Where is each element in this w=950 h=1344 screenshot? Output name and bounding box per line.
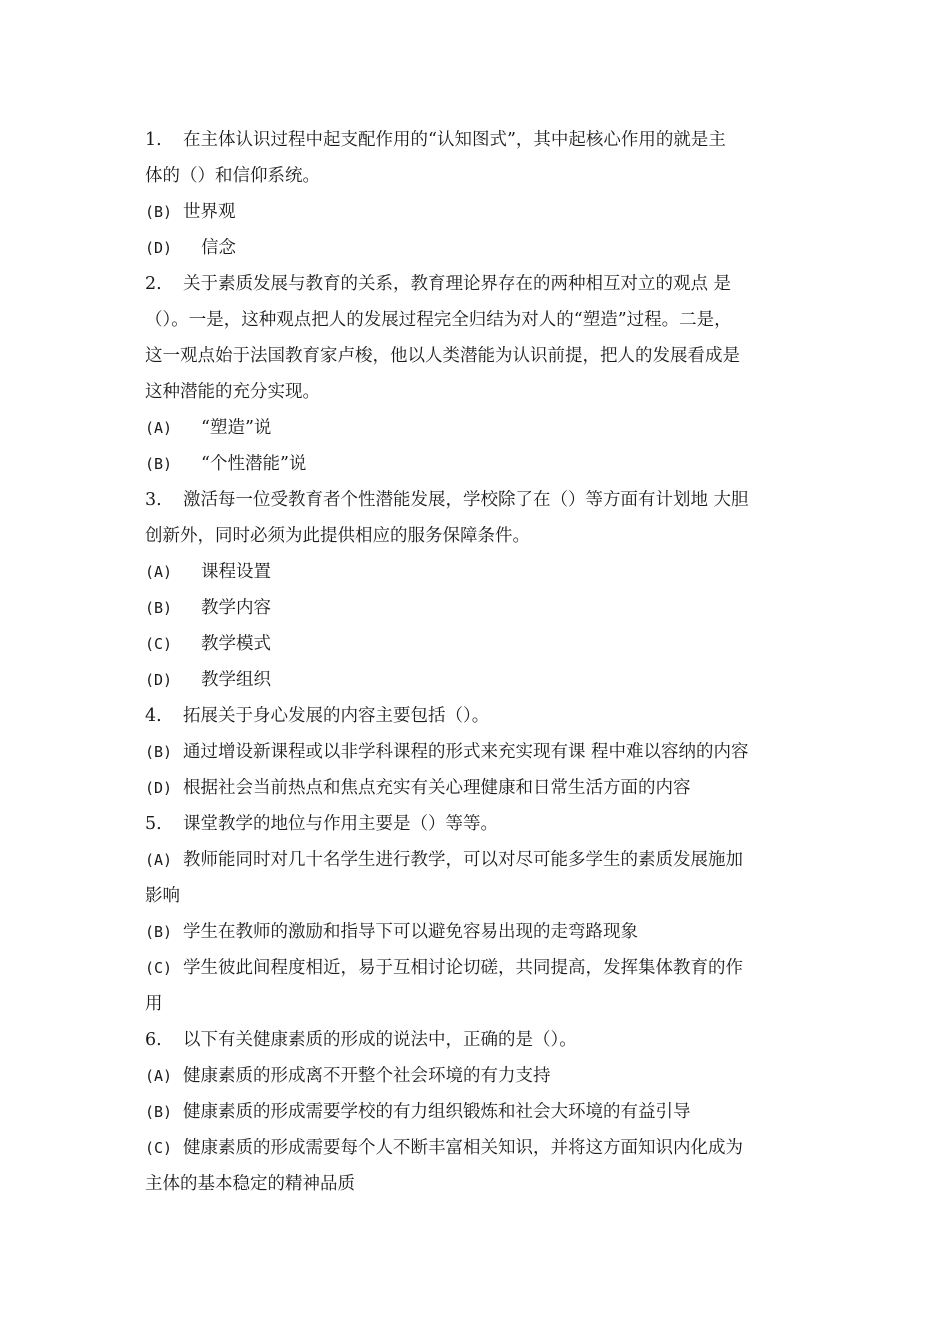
option-key: (B) [145,599,173,617]
question-number: 4. [145,706,162,726]
option-key: (B) [145,923,173,941]
option-line [145,662,815,698]
option-key: (C) [145,1139,173,1157]
option-text: 教师能同时对几十名学生进行教学，可以对尽可能多学生的素质发展施加 [183,850,743,870]
option-text: 健康素质的形成离不开整个社会环境的有力支持 [183,1066,551,1086]
option-text: 课程设置 [201,562,271,582]
option-key: (D) [145,239,173,257]
option-key: (B) [145,203,173,221]
option-key: (C) [145,635,173,653]
question-stem: 激活每一位受教育者个性潜能发展，学校除了在（）等方面有计划地 大胆 [183,490,749,510]
option-text: “塑造”说 [201,418,272,438]
option-line [145,554,815,590]
option-key: (C) [145,959,173,977]
option-line [145,1130,815,1166]
option-line [145,194,815,230]
question-stem: 以下有关健康素质的形成的说法中，正确的是（）。 [183,1030,577,1050]
option-line [145,1058,815,1094]
option-line [145,410,815,446]
question-4-line-1 [145,698,815,734]
option-text: 世界观 [183,202,236,222]
option-text: 根据社会当前热点和焦点充实有关心理健康和日常生活方面的内容 [183,778,691,798]
question-5-line-1 [145,806,815,842]
question-3-line-1 [145,482,815,518]
option-continuation: 主体的基本稳定的精神品质 [145,1174,355,1194]
option-key: (B) [145,1103,173,1121]
option-text: 信念 [201,238,236,258]
question-6-line-1 [145,1022,815,1058]
option-key: (A) [145,1067,173,1085]
question-number: 5. [145,814,162,834]
option-line [145,914,815,950]
question-number: 6. [145,1030,162,1050]
option-key: (A) [145,419,173,437]
option-line [145,842,815,878]
option-line [145,770,815,806]
option-line [145,590,815,626]
question-stem: 在主体认识过程中起支配作用的“认知图式”，其中起核心作用的就是主 [183,130,726,150]
document-page [145,122,815,1202]
option-line [145,734,815,770]
question-stem: 拓展关于身心发展的内容主要包括（）。 [183,706,490,726]
option-key: (B) [145,455,173,473]
option-key: (A) [145,851,173,869]
option-line [145,230,815,266]
option-text: 通过增设新课程或以非学科课程的形式来充实现有课 程中难以容纳的内容 [183,742,749,762]
question-stem: 关于素质发展与教育的关系，教育理论界存在的两种相互对立的观点 是 [183,274,732,294]
option-key: (B) [145,743,173,761]
option-key: (D) [145,779,173,797]
question-2-line-4: 这种潜能的充分实现。 [145,382,320,402]
option-line [145,446,815,482]
option-text: 健康素质的形成需要每个人不断丰富相关知识，并将这方面知识内化成为 [183,1138,743,1158]
question-number: 2. [145,274,162,294]
option-line [145,950,815,986]
option-key: (A) [145,563,173,581]
option-line [145,1094,815,1130]
option-text: 学生在教师的激励和指导下可以避免容易出现的走弯路现象 [183,922,638,942]
question-stem: 课堂教学的地位与作用主要是（）等等。 [183,814,498,834]
question-3-line-2: 创新外，同时必须为此提供相应的服务保障条件。 [145,526,530,546]
option-text: “个性潜能”说 [201,454,307,474]
option-text: 教学内容 [201,598,271,618]
question-2-line-1 [145,266,815,302]
option-continuation: 用 [145,994,163,1014]
option-text: 教学组织 [201,670,271,690]
option-text: 学生彼此间程度相近，易于互相讨论切磋，共同提高，发挥集体教育的作 [183,958,743,978]
option-key: (D) [145,671,173,689]
question-2-line-2: （）。一是，这种观点把人的发展过程完全归结为对人的“塑造”过程。二是， [145,310,732,330]
question-2-line-3: 这一观点始于法国教育家卢梭，他以人类潜能为认识前提，把人的发展看成是 [145,346,740,366]
option-text: 健康素质的形成需要学校的有力组织锻炼和社会大环境的有益引导 [183,1102,691,1122]
question-number: 1. [145,130,162,150]
question-number: 3. [145,490,162,510]
question-1-line-2: 体的（）和信仰系统。 [145,166,320,186]
option-continuation: 影响 [145,886,180,906]
option-line [145,626,815,662]
option-text: 教学模式 [201,634,271,654]
question-1-line-1 [145,122,815,158]
